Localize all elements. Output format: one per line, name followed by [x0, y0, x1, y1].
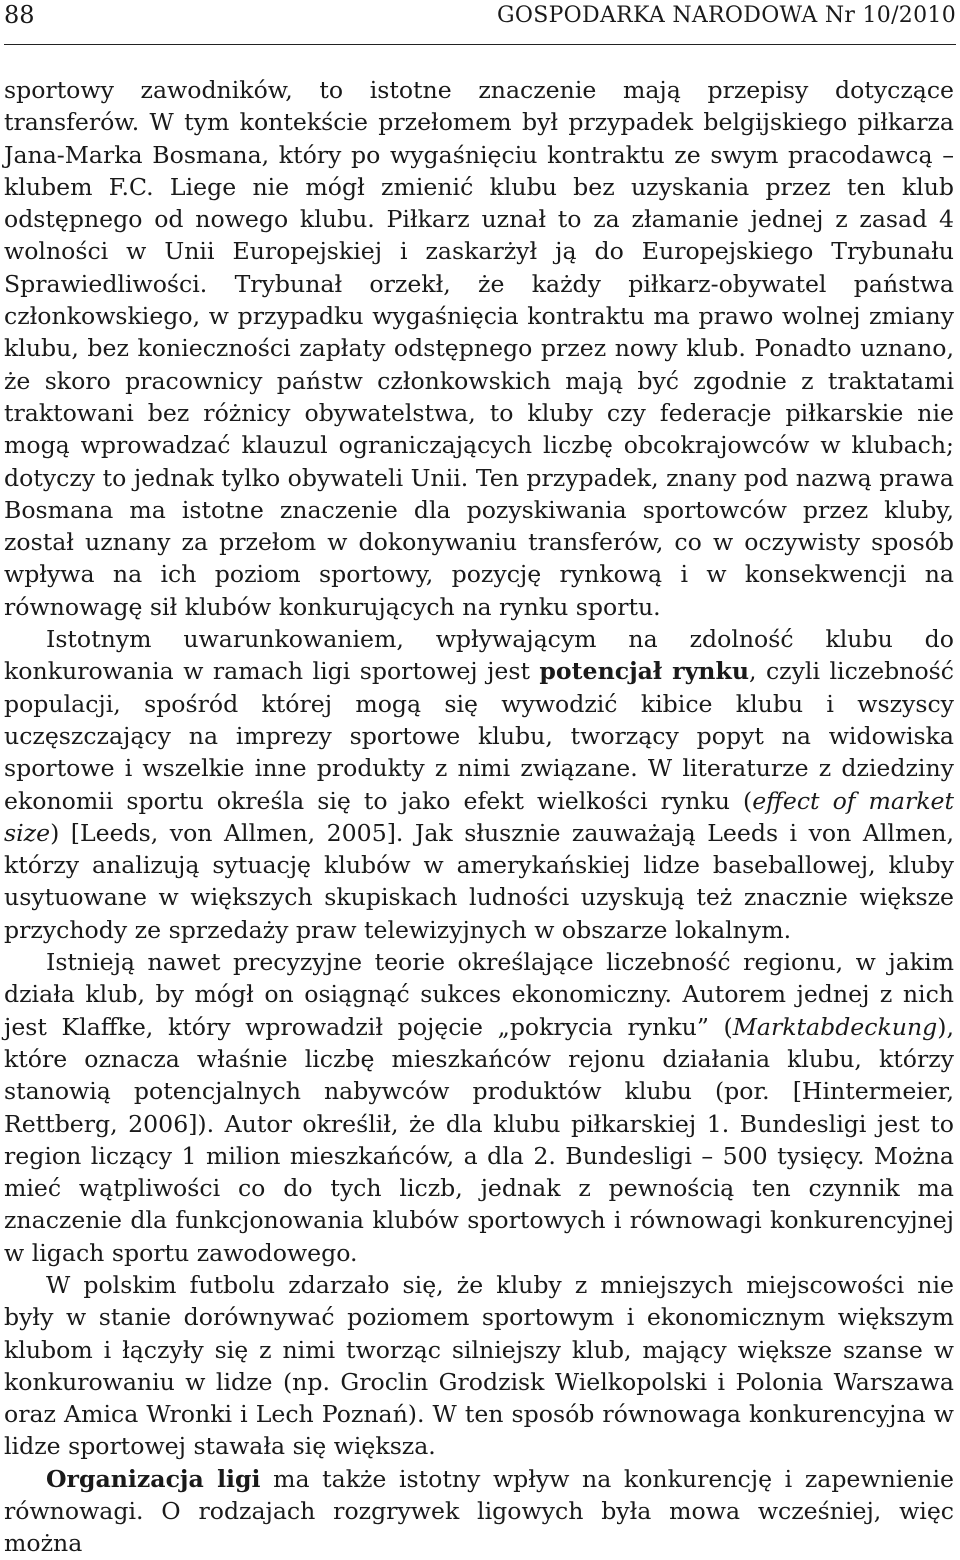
- text-run: Istotnym uwarunkowaniem, wpływającym na zdolność klubu do konkurowania w ramach ligi sportowej jest: [4, 625, 954, 686]
- italic-term: effect of market size: [4, 786, 954, 847]
- running-header: [4, 0, 956, 45]
- article-body: [4, 74, 954, 1560]
- paragraph-market-potential: [4, 623, 954, 946]
- journal-title: GOSPODARKA NARODOWA Nr 10/2010: [496, 3, 956, 28]
- text-run: ) [Leeds, von Allmen, 2005]. Jak słusznie zauważają Leeds i von Allmen, którzy analizują sytuację klubów w amerykańskiej lidze baseballowej, kluby usytuowane w większych skupiskach ludności uzyskują też znacznie większe przychody ze sprzedaży praw telewizyjnych w obszarze lokalnym.: [4, 818, 954, 944]
- bold-term: potencjał rynku: [539, 657, 749, 686]
- text-run: ), które oznacza właśnie liczbę mieszkańców rejonu działania klubu, którzy stanowią potencjalnych nabywców produktów klubu (por. [Hintermeier, Rettberg, 2006]). Autor określił, że dla klubu piłkarskiej 1. Bundesligi jest to region liczący 1 milion mieszkańców, a dla 2. Bundesligi – 500 tysięcy. Można mieć wątpliwości co do tych liczb, jednak z pewnością ten czynnik ma znaczenie dla funkcjonowania klubów sportowych i równowagi konkurencyjnej w ligach sportu zawodowego.: [4, 1012, 954, 1267]
- page-number: 88: [4, 1, 35, 29]
- text-run: ma także istotny wpływ na konkurencję i zapewnienie równowagi. O rodzajach rozgrywek ligowych była mowa wcześniej, więc można: [4, 1464, 954, 1558]
- text-run: Istnieją nawet precyzyjne teorie określające liczebność regionu, w jakim działa klub, by mógł on osiągnąć sukces ekonomiczny. Autorem jednej z nich jest Klaffke, który wprowadził pojęcie „pokrycia rynku” (: [4, 948, 954, 1041]
- bold-term: Organizacja ligi: [46, 1464, 261, 1493]
- italic-term: Marktabdeckung: [732, 1012, 938, 1041]
- text-run: , czyli liczebność populacji, spośród której mogą się wywodzić kibice klubu i wszyscy uczęszczający na imprezy sportowe klubu, tworzący popyt na widowiska sportowe i wszelkie inne produkty z nimi związane. W literaturze z dziedziny ekonomii sportu określa się to jako efekt wielkości rynku (: [4, 657, 954, 815]
- paragraph-market-coverage: [4, 946, 954, 1269]
- paragraph-polish-football: W polskim futbolu zdarzało się, że kluby z mniejszych miejscowości nie były w stanie dorównywać poziomem sportowym i ekonomicznym większym klubom i łączyły się z nimi tworząc silniejszy klub, mający większe szanse w konkurowaniu w lidze (np. Groclin Grodzisk Wielkopolski i Polonia Warszawa oraz Amica Wronki i Lech Poznań). W ten sposób równowaga konkurencyjna w lidze sportowej stawała się większa.: [4, 1270, 954, 1461]
- paragraph-league-organization: [4, 1463, 954, 1560]
- paragraph-transfers: sportowy zawodników, to istotne znaczenie mają przepisy dotyczące transferów. W tym kontekście przełomem był przypadek belgijskiego piłkarza Jana-Marka Bosmana, który po wygaśnięciu kontraktu ze swym pracodawcą – klubem F.C. Liege nie mógł zmienić klubu bez uzyskania przez ten klub odstępnego od nowego klubu. Piłkarz uznał to za złamanie jednej z zasad 4 wolności w Unii Europejskiej i zaskarżył ją do Europejskiego Trybunału Sprawiedliwości. Trybunał orzekł, że każdy piłkarz-obywatel państwa członkowskiego, w przypadku wygaśnięcia kontraktu ma prawo wolnej zmiany klubu, bez konieczności zapłaty odstępnego przez nowy klub. Ponadto uznano, że skoro pracownicy państw członkowskich mają być zgodnie z traktatami traktowani bez różnicy obywatelstwa, to kluby czy federacje piłkarskie nie mogą wprowadzać klauzul ograniczających liczbę obcokrajowców w klubach; dotyczy to jednak tylko obywateli Unii. Ten przypadek, znany pod nazwą prawa Bosmana ma istotne znaczenie dla pozyskiwania sportowców przez kluby, został uznany za przełom w dokonywaniu transferów, co w oczywisty sposób wpływa na ich poziom sportowy, pozycję rynkową i w konsekwencji na równowagę sił klubów konkurujących na rynku sportu.: [4, 76, 954, 621]
